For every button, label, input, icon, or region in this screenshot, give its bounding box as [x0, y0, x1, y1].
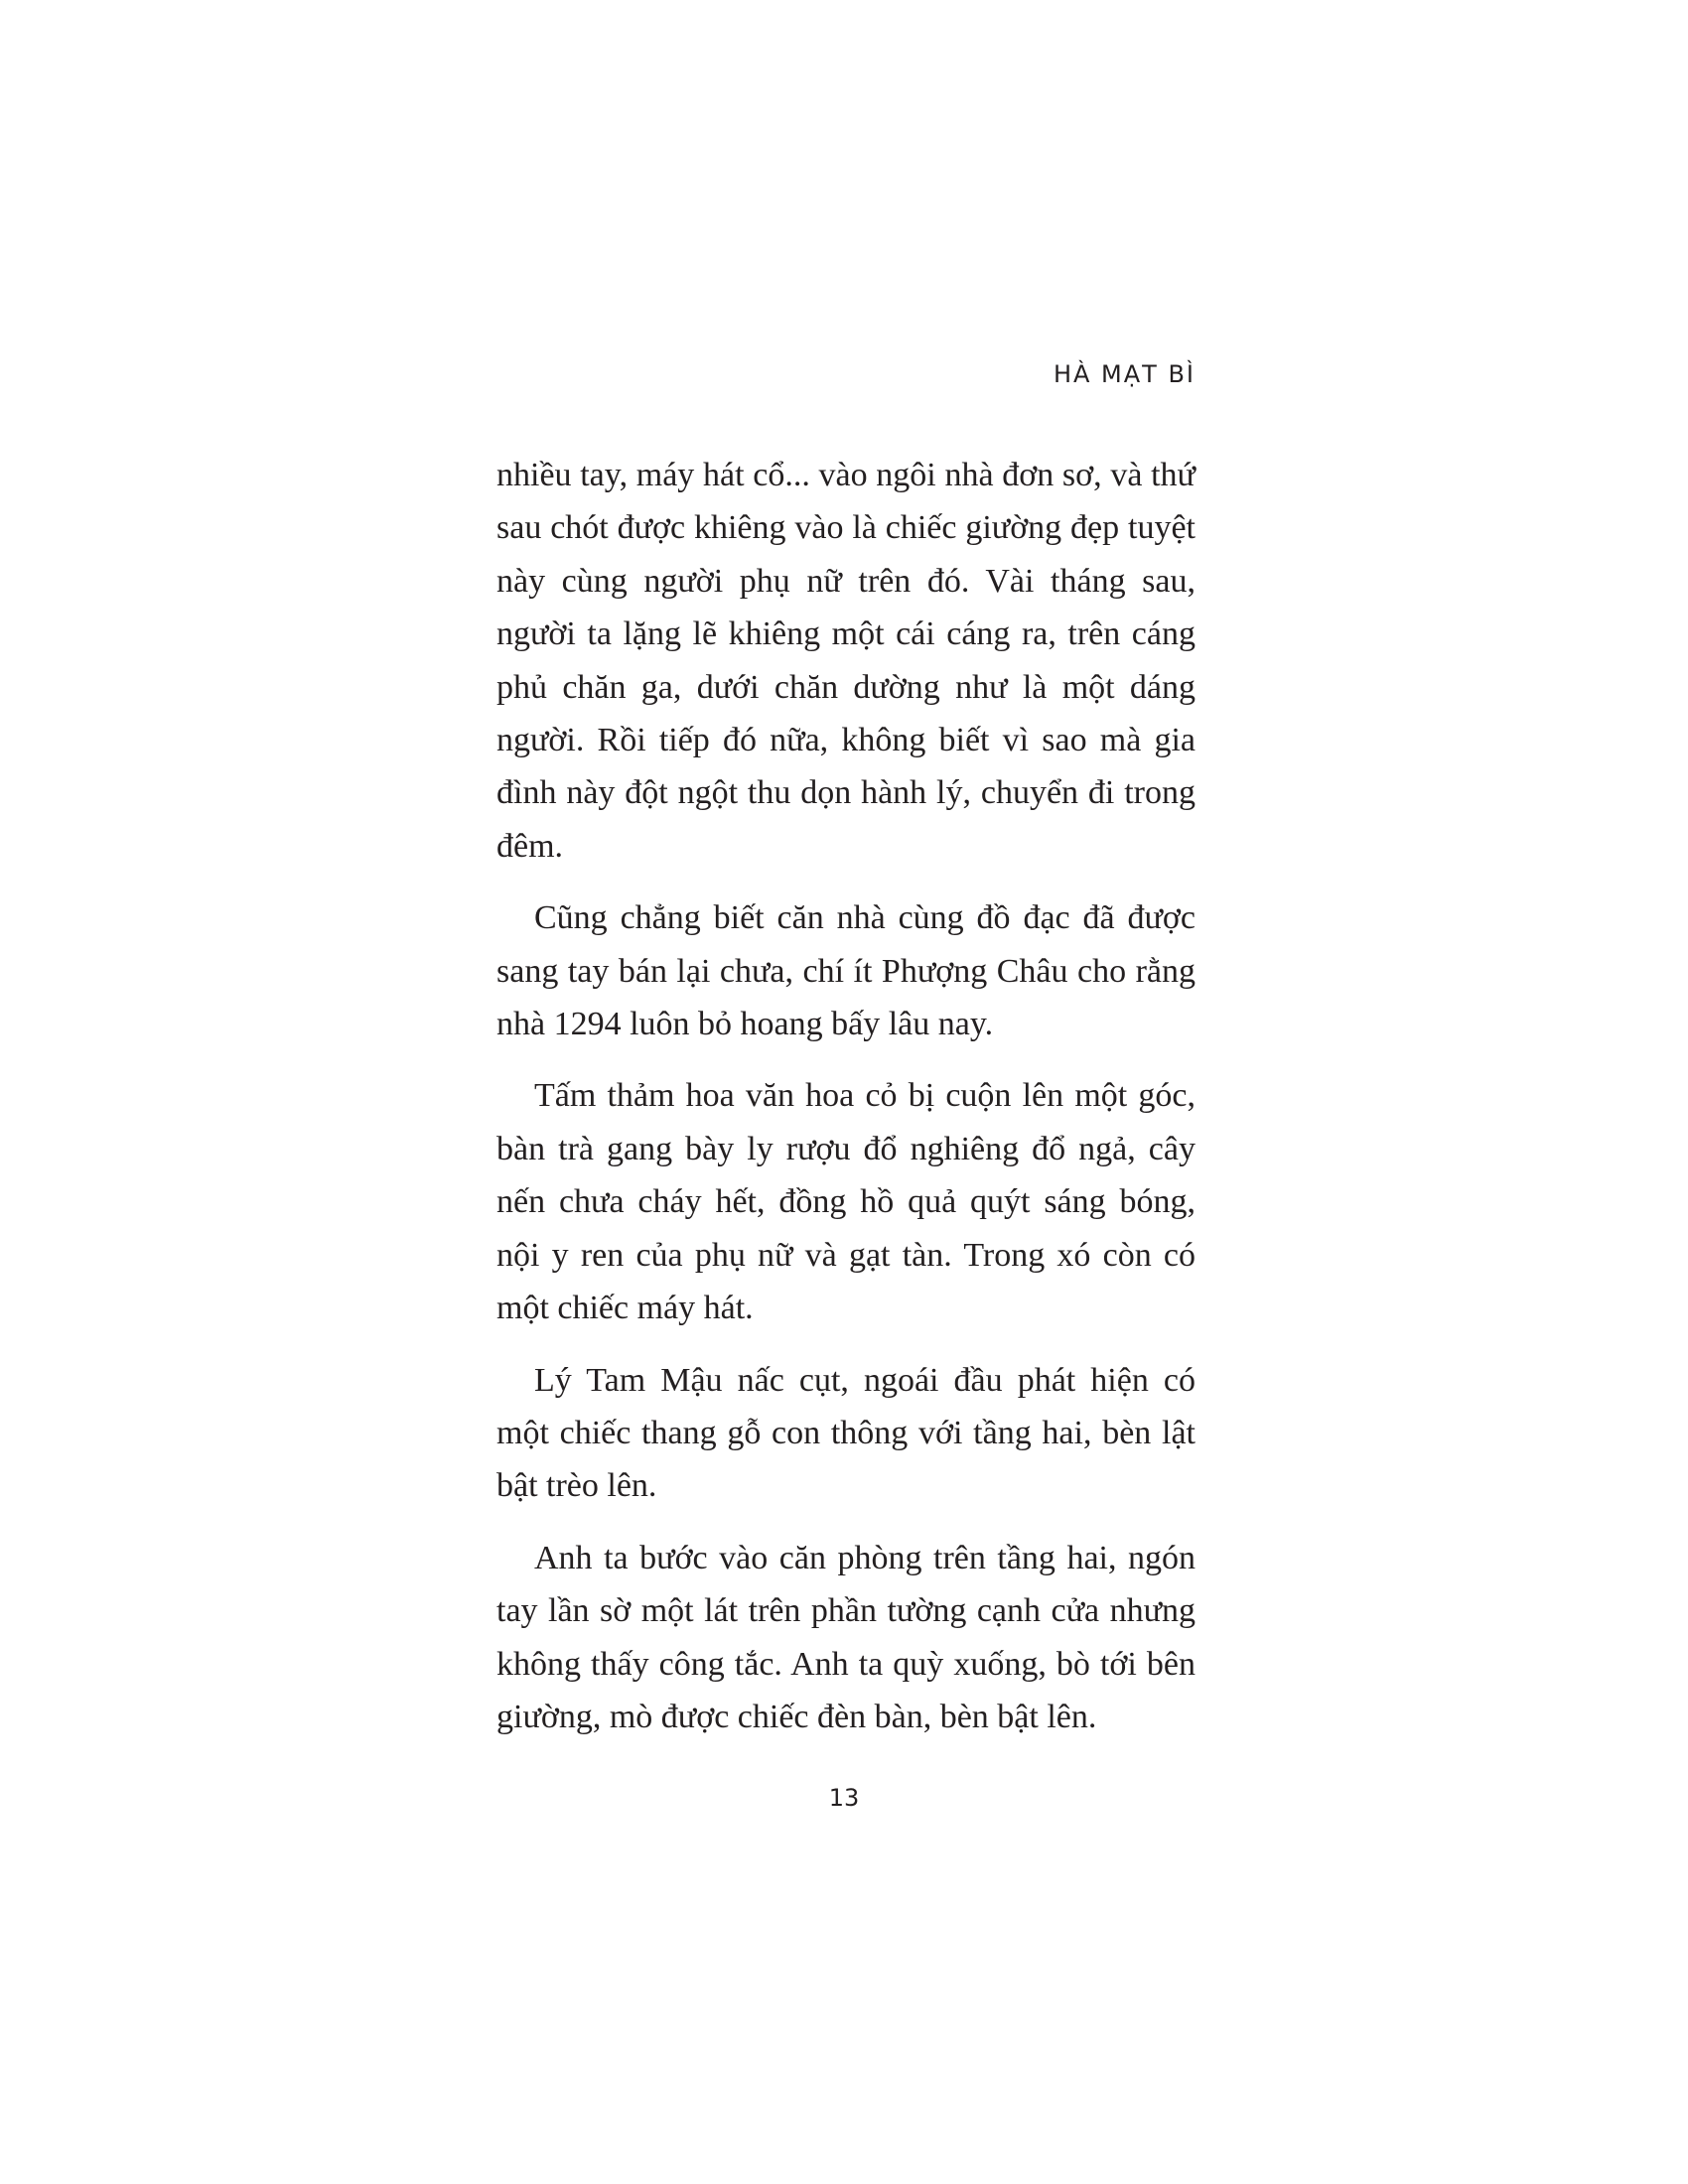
running-header: HÀ MẠT BÌ: [1053, 360, 1196, 388]
page-number: 13: [828, 1784, 860, 1812]
paragraph: Cũng chẳng biết căn nhà cùng đồ đạc đã được sang tay bán lại chưa, chí ít Phượng Châu cho rằng nhà 1294 luôn bỏ hoang bấy lâu nay.: [496, 899, 1196, 1043]
paragraph: nhiều tay, máy hát cổ... vào ngôi nhà đơn sơ, và thứ sau chót được khiêng vào là chiếc giường đẹp tuyệt này cùng người phụ nữ trên đó. Vài tháng sau, người ta lặng lẽ khiêng một cái cáng ra, trên cáng phủ chăn ga, dưới chăn dường như là một dáng người. Rồi tiếp đó nữa, không biết vì sao mà gia đình này đột ngột thu dọn hành lý, chuyển đi trong đêm.: [496, 457, 1196, 865]
paragraph: Anh ta bước vào căn phòng trên tầng hai, ngón tay lần sờ một lát trên phần tường cạnh cửa nhưng không thấy công tắc. Anh ta quỳ xuống, bò tới bên giường, mò được chiếc đèn bàn, bèn bật lên.: [496, 1539, 1196, 1735]
body-text: [496, 449, 1196, 1762]
paragraph: Tấm thảm hoa văn hoa cỏ bị cuộn lên một góc, bàn trà gang bày ly rượu đổ nghiêng đổ ngả, cây nến chưa cháy hết, đồng hồ quả quýt sáng bóng, nội y ren của phụ nữ và gạt tàn. Trong xó còn có một chiếc máy hát.: [496, 1077, 1196, 1327]
paragraph: Lý Tam Mậu nấc cụt, ngoái đầu phát hiện có một chiếc thang gỗ con thông với tầng hai, bèn lật bật trèo lên.: [496, 1361, 1196, 1505]
